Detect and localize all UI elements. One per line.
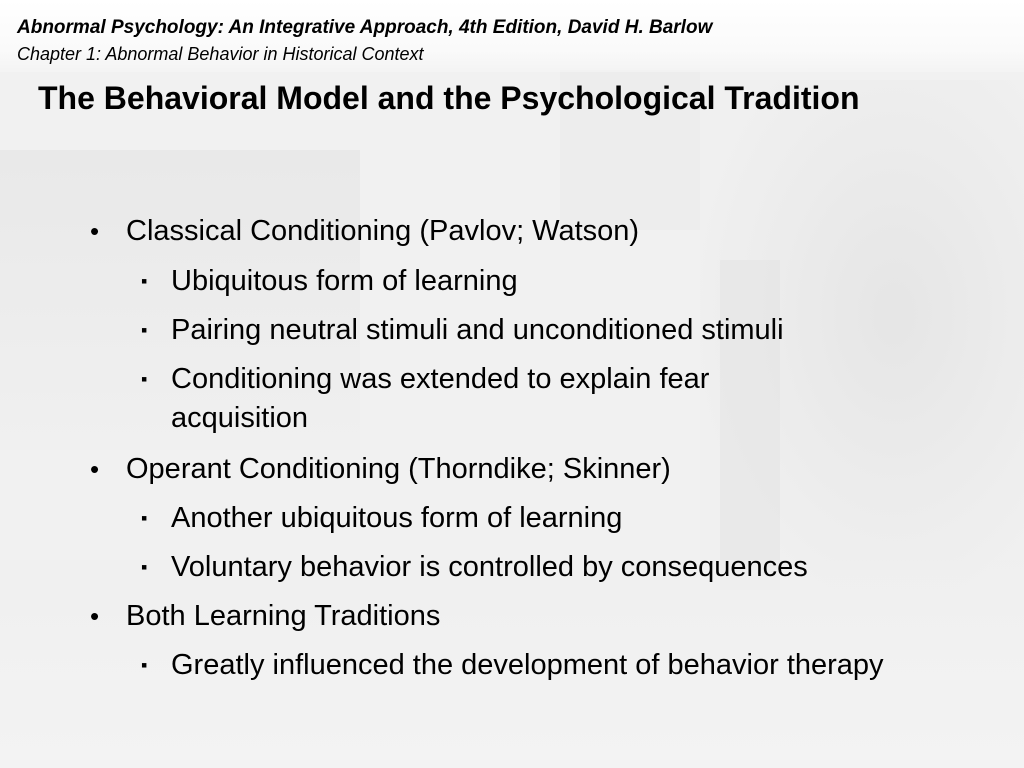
- bullet-text: Operant Conditioning (Thorndike; Skinner): [126, 453, 671, 485]
- sub-bullet-text: Another ubiquitous form of learning: [171, 502, 623, 534]
- square-bullet-icon: ▪: [141, 557, 148, 577]
- slide-title: The Behavioral Model and the Psychological Tradition: [38, 80, 860, 116]
- sub-bullet-item: [141, 360, 831, 438]
- square-bullet-icon: ▪: [141, 369, 148, 389]
- sub-bullet-text: Ubiquitous form of learning: [171, 265, 518, 297]
- sub-bullet-text: Voluntary behavior is controlled by consequences: [171, 551, 808, 583]
- chapter-subtitle: Chapter 1: Abnormal Behavior in Historical Context: [17, 44, 424, 64]
- square-bullet-icon: ▪: [141, 271, 148, 291]
- bullet-item: [90, 597, 441, 636]
- bullet-text: Classical Conditioning (Pavlov; Watson): [126, 215, 640, 247]
- square-bullet-icon: ▪: [141, 320, 148, 340]
- sub-bullet-item: [141, 499, 951, 538]
- square-bullet-icon: ▪: [141, 655, 148, 675]
- bullet-item: [90, 212, 640, 251]
- sub-bullet-text: Greatly influenced the development of behavior therapy: [171, 649, 884, 681]
- bullet-dot-icon: •: [90, 601, 100, 631]
- sub-bullet-text: Pairing neutral stimuli and unconditioned stimuli: [171, 314, 784, 346]
- book-citation: Abnormal Psychology: An Integrative Approach, 4th Edition, David H. Barlow: [17, 17, 713, 38]
- sub-bullet-item: [141, 262, 951, 301]
- sub-bullet-item: [141, 646, 911, 685]
- square-bullet-icon: ▪: [141, 508, 148, 528]
- bullet-dot-icon: •: [90, 216, 100, 246]
- sub-bullet-item: [141, 311, 951, 350]
- bullet-item: [90, 450, 671, 489]
- sub-bullet-item: [141, 548, 951, 587]
- bullet-text: Both Learning Traditions: [126, 600, 441, 632]
- sub-bullet-text: Conditioning was extended to explain fear acquisition: [171, 363, 710, 434]
- bullet-dot-icon: •: [90, 454, 100, 484]
